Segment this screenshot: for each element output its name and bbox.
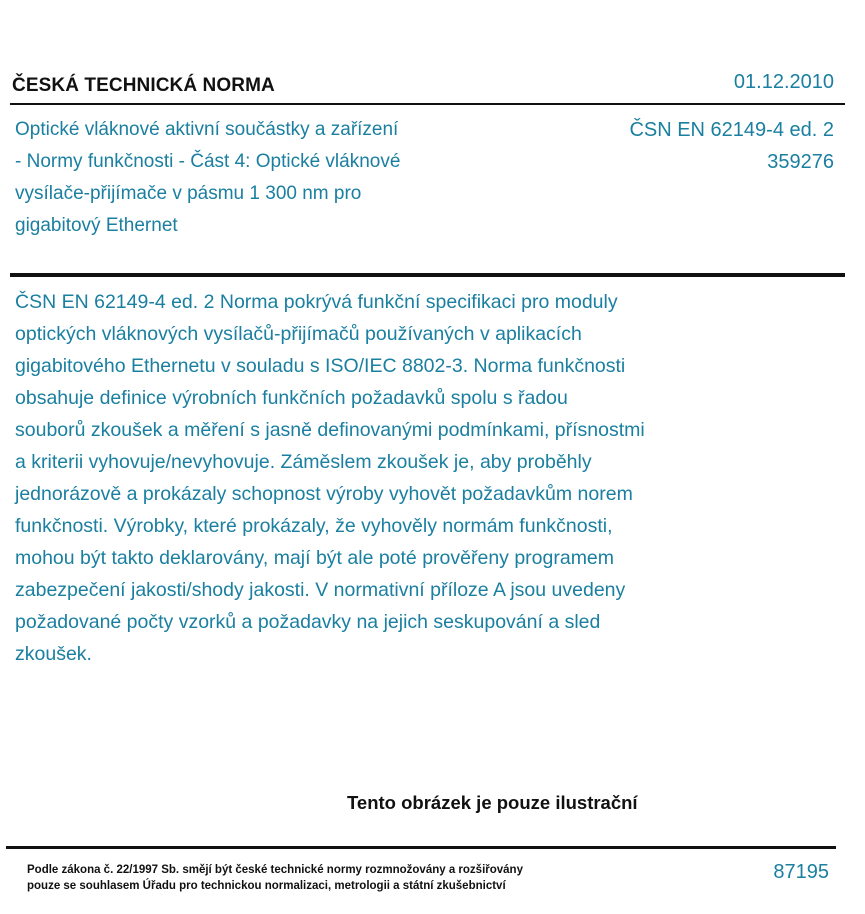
norm-identification	[629, 114, 834, 178]
abstract-line: gigabitového Ethernetu v souladu s ISO/IEC 8802-3. Norma funkčnosti	[15, 355, 626, 377]
header-title: ČESKÁ TECHNICKÁ NORMA	[12, 75, 275, 96]
abstract-line: a kriterii vyhovuje/nevyhovuje. Záměslem zkoušek je, aby proběhly	[15, 451, 592, 473]
document-title	[15, 114, 475, 242]
footer-legal-line: pouze se souhlasem Úřadu pro technickou normalizaci, metrologii a státní zkušebnictví	[27, 880, 506, 892]
footer-legal-notice	[27, 862, 523, 894]
footer-legal-line: Podle zákona č. 22/1997 Sb. smějí být české technické normy rozmnožovány a rozšiřovány	[27, 864, 523, 876]
abstract-line: požadované počty vzorků a požadavky na jejich seskupování a sled	[15, 611, 601, 633]
abstract-line: souborů zkoušek a měření s jasně definovanými podmínkami, přísnostmi	[15, 419, 645, 441]
publication-date: 01.12.2010	[733, 71, 834, 93]
abstract-text	[15, 286, 735, 670]
norm-number: ČSN EN 62149-4 ed. 2	[629, 119, 834, 141]
abstract-line: zabezpečení jakosti/shody jakosti. V normativní příloze A jsou uvedeny	[15, 579, 626, 601]
abstract-line: obsahuje definice výrobních funkčních požadavků spolu s řadou	[15, 387, 568, 409]
illustration-note: Tento obrázek je pouze ilustrační	[347, 792, 638, 813]
document-title-line: - Normy funkčnosti - Část 4: Optické vláknové	[15, 151, 401, 172]
document-title-line: vysílače-přijímače v pásmu 1 300 nm pro	[15, 183, 362, 204]
abstract-line: funkčnosti. Výrobky, které prokázaly, že vyhověly normám funkčnosti,	[15, 515, 613, 537]
abstract-line: ČSN EN 62149-4 ed. 2 Norma pokrývá funkční specifikaci pro moduly	[15, 291, 618, 313]
section-divider	[10, 273, 845, 277]
catalog-number: 359276	[767, 151, 834, 173]
footer-document-number: 87195	[773, 861, 829, 883]
abstract-line: jednorázově a prokázaly schopnost výroby vyhovět požadavkům norem	[15, 483, 633, 505]
document-title-line: Optické vláknové aktivní součástky a zařízení	[15, 119, 399, 140]
abstract-line: mohou být takto deklarovány, mají být ale poté prověřeny programem	[15, 547, 615, 569]
header-divider	[10, 103, 845, 105]
abstract-line: zkoušek.	[15, 643, 92, 665]
footer-divider	[6, 846, 836, 849]
document-title-line: gigabitový Ethernet	[15, 215, 178, 236]
abstract-line: optických vláknových vysílačů-přijímačů používaných v aplikacích	[15, 323, 582, 345]
